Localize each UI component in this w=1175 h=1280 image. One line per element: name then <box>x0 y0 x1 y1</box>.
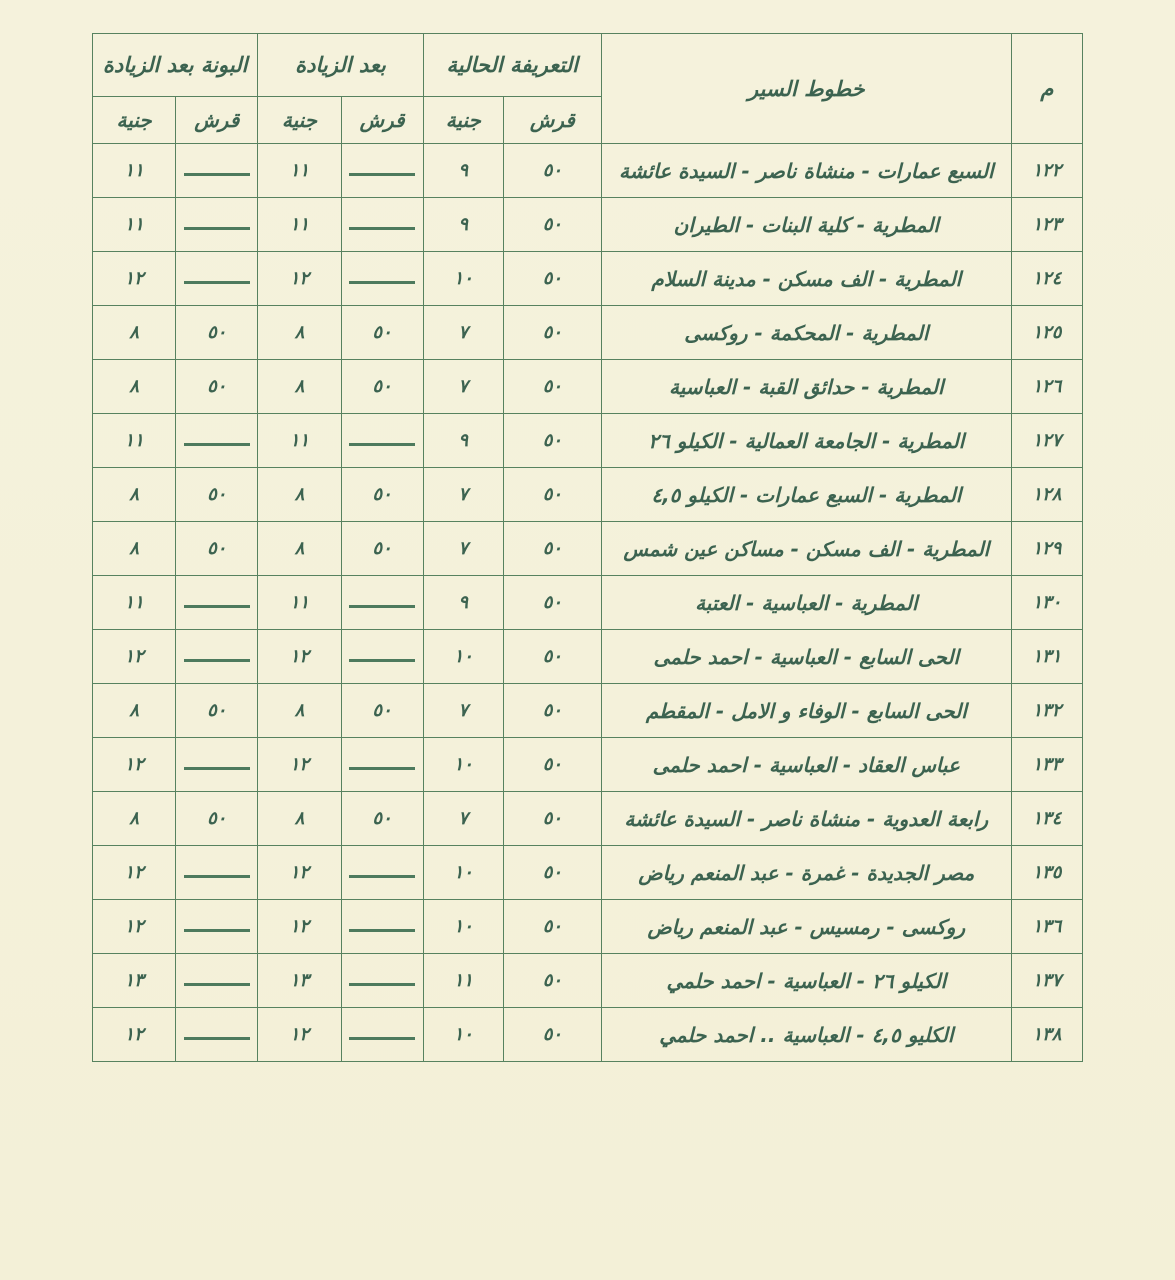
tariff-table-header <box>93 34 1083 144</box>
route-name-cell: السبع عمارات - منشاة ناصر - السيدة عائشة <box>601 144 1011 198</box>
route-name-cell: عباس العقاد - العباسية - احمد حلمى <box>601 738 1011 792</box>
route-name-cell: المطرية - الجامعة العمالية - الكيلو ٢٦ <box>601 414 1011 468</box>
coupon-qirsh-cell: ٥٠ <box>176 522 258 576</box>
after-geneh-cell: ١٢ <box>258 630 341 684</box>
coupon-geneh-cell: ٨ <box>93 468 176 522</box>
route-name-cell: الكليو ٤,٥ - العباسية .. احمد حلمي <box>601 1008 1011 1062</box>
route-number-cell: ١٣٢ <box>1011 684 1082 738</box>
dash-line <box>184 875 250 878</box>
after-qirsh-cell <box>341 576 423 630</box>
tariff-table-body <box>93 144 1083 1062</box>
table-row <box>93 1008 1083 1062</box>
current-geneh-cell: ٩ <box>423 414 503 468</box>
current-geneh-cell: ٧ <box>423 684 503 738</box>
dash-line <box>349 173 415 176</box>
coupon-geneh-cell: ١١ <box>93 414 176 468</box>
subheader-after-qirsh: قرش <box>341 97 423 144</box>
dash-line <box>349 281 415 284</box>
current-qirsh-cell: ٥٠ <box>503 306 601 360</box>
subheader-coupon-geneh: جنية <box>93 97 176 144</box>
route-number-cell: ١٣٦ <box>1011 900 1082 954</box>
current-qirsh-cell: ٥٠ <box>503 198 601 252</box>
subheader-after-geneh: جنية <box>258 97 341 144</box>
dash-line <box>184 605 250 608</box>
after-geneh-cell: ١٢ <box>258 252 341 306</box>
route-number-cell: ١٢٩ <box>1011 522 1082 576</box>
route-number-cell: ١٢٨ <box>1011 468 1082 522</box>
after-qirsh-cell <box>341 414 423 468</box>
tariff-table <box>92 33 1083 1062</box>
after-geneh-cell: ١١ <box>258 576 341 630</box>
after-geneh-cell: ١١ <box>258 144 341 198</box>
route-name-cell: روكسى - رمسيس - عبد المنعم رياض <box>601 900 1011 954</box>
dash-line <box>349 875 415 878</box>
route-name-cell: الحى السابع - الوفاء و الامل - المقطم <box>601 684 1011 738</box>
coupon-geneh-cell: ١٢ <box>93 252 176 306</box>
route-number-cell: ١٣٧ <box>1011 954 1082 1008</box>
after-qirsh-cell <box>341 900 423 954</box>
current-geneh-cell: ١٠ <box>423 252 503 306</box>
route-number-cell: ١٢٦ <box>1011 360 1082 414</box>
coupon-qirsh-cell <box>176 954 258 1008</box>
after-geneh-cell: ٨ <box>258 468 341 522</box>
coupon-geneh-cell: ٨ <box>93 684 176 738</box>
current-geneh-cell: ٧ <box>423 792 503 846</box>
route-number-cell: ١٢٥ <box>1011 306 1082 360</box>
dash-line <box>349 1037 415 1040</box>
coupon-geneh-cell: ١٣ <box>93 954 176 1008</box>
current-geneh-cell: ١٠ <box>423 846 503 900</box>
route-name-cell: المطرية - كلية البنات - الطيران <box>601 198 1011 252</box>
after-qirsh-cell <box>341 1008 423 1062</box>
column-group-coupon-after-increase: البونة بعد الزيادة <box>93 34 258 97</box>
table-row <box>93 198 1083 252</box>
after-geneh-cell: ١٢ <box>258 1008 341 1062</box>
coupon-qirsh-cell <box>176 846 258 900</box>
column-header-routes: خطوط السير <box>601 34 1011 144</box>
coupon-geneh-cell: ١٢ <box>93 846 176 900</box>
dash-line <box>184 767 250 770</box>
after-qirsh-cell: ٥٠ <box>341 306 423 360</box>
current-geneh-cell: ٧ <box>423 522 503 576</box>
subheader-coupon-qirsh: قرش <box>176 97 258 144</box>
after-geneh-cell: ١٢ <box>258 738 341 792</box>
dash-line <box>184 227 250 230</box>
coupon-geneh-cell: ١٢ <box>93 1008 176 1062</box>
coupon-geneh-cell: ١١ <box>93 198 176 252</box>
current-qirsh-cell: ٥٠ <box>503 468 601 522</box>
dash-line <box>184 1037 250 1040</box>
after-geneh-cell: ١١ <box>258 198 341 252</box>
route-name-cell: المطرية - المحكمة - روكسى <box>601 306 1011 360</box>
current-qirsh-cell: ٥٠ <box>503 792 601 846</box>
column-group-current-tariff: التعريفة الحالية <box>423 34 601 97</box>
coupon-qirsh-cell <box>176 900 258 954</box>
after-qirsh-cell <box>341 144 423 198</box>
current-qirsh-cell: ٥٠ <box>503 576 601 630</box>
current-qirsh-cell: ٥٠ <box>503 900 601 954</box>
coupon-geneh-cell: ٨ <box>93 360 176 414</box>
current-geneh-cell: ٩ <box>423 198 503 252</box>
after-qirsh-cell <box>341 252 423 306</box>
after-geneh-cell: ٨ <box>258 522 341 576</box>
table-row <box>93 846 1083 900</box>
coupon-geneh-cell: ١٢ <box>93 630 176 684</box>
route-name-cell: المطرية - العباسية - العتبة <box>601 576 1011 630</box>
after-qirsh-cell: ٥٠ <box>341 522 423 576</box>
route-name-cell: المطرية - السبع عمارات - الكيلو ٤,٥ <box>601 468 1011 522</box>
table-row <box>93 252 1083 306</box>
table-row <box>93 738 1083 792</box>
current-qirsh-cell: ٥٠ <box>503 630 601 684</box>
after-geneh-cell: ٨ <box>258 360 341 414</box>
dash-line <box>184 281 250 284</box>
table-row <box>93 684 1083 738</box>
after-geneh-cell: ٨ <box>258 684 341 738</box>
dash-line <box>349 929 415 932</box>
table-row <box>93 306 1083 360</box>
after-geneh-cell: ١٢ <box>258 900 341 954</box>
after-qirsh-cell: ٥٠ <box>341 468 423 522</box>
current-qirsh-cell: ٥٠ <box>503 846 601 900</box>
dash-line <box>184 443 250 446</box>
dash-line <box>349 443 415 446</box>
table-row <box>93 576 1083 630</box>
route-number-cell: ١٣٥ <box>1011 846 1082 900</box>
current-geneh-cell: ١١ <box>423 954 503 1008</box>
dash-line <box>184 659 250 662</box>
coupon-qirsh-cell: ٥٠ <box>176 792 258 846</box>
current-geneh-cell: ١٠ <box>423 900 503 954</box>
current-qirsh-cell: ٥٠ <box>503 144 601 198</box>
route-number-cell: ١٣٣ <box>1011 738 1082 792</box>
after-qirsh-cell: ٥٠ <box>341 792 423 846</box>
after-qirsh-cell <box>341 630 423 684</box>
column-header-number: م <box>1011 34 1082 144</box>
coupon-qirsh-cell <box>176 414 258 468</box>
current-qirsh-cell: ٥٠ <box>503 1008 601 1062</box>
table-row <box>93 954 1083 1008</box>
route-number-cell: ١٢٢ <box>1011 144 1082 198</box>
after-qirsh-cell: ٥٠ <box>341 684 423 738</box>
coupon-qirsh-cell <box>176 144 258 198</box>
dash-line <box>349 227 415 230</box>
coupon-qirsh-cell <box>176 630 258 684</box>
dash-line <box>184 983 250 986</box>
coupon-geneh-cell: ٨ <box>93 792 176 846</box>
coupon-geneh-cell: ١١ <box>93 576 176 630</box>
current-geneh-cell: ٧ <box>423 360 503 414</box>
table-row <box>93 792 1083 846</box>
coupon-qirsh-cell <box>176 1008 258 1062</box>
coupon-geneh-cell: ٨ <box>93 306 176 360</box>
route-number-cell: ١٣٤ <box>1011 792 1082 846</box>
current-qirsh-cell: ٥٠ <box>503 684 601 738</box>
current-geneh-cell: ١٠ <box>423 1008 503 1062</box>
current-geneh-cell: ١٠ <box>423 630 503 684</box>
after-qirsh-cell: ٥٠ <box>341 360 423 414</box>
after-geneh-cell: ١٣ <box>258 954 341 1008</box>
route-number-cell: ١٣٨ <box>1011 1008 1082 1062</box>
coupon-geneh-cell: ١٢ <box>93 900 176 954</box>
dash-line <box>349 605 415 608</box>
table-row <box>93 360 1083 414</box>
coupon-qirsh-cell <box>176 576 258 630</box>
current-geneh-cell: ١٠ <box>423 738 503 792</box>
after-geneh-cell: ٨ <box>258 306 341 360</box>
route-name-cell: رابعة العدوية - منشاة ناصر - السيدة عائشة <box>601 792 1011 846</box>
current-geneh-cell: ٧ <box>423 468 503 522</box>
current-qirsh-cell: ٥٠ <box>503 954 601 1008</box>
coupon-qirsh-cell: ٥٠ <box>176 306 258 360</box>
current-qirsh-cell: ٥٠ <box>503 522 601 576</box>
coupon-qirsh-cell <box>176 738 258 792</box>
table-row <box>93 414 1083 468</box>
current-qirsh-cell: ٥٠ <box>503 414 601 468</box>
table-row <box>93 468 1083 522</box>
route-name-cell: المطرية - الف مسكن - مساكن عين شمس <box>601 522 1011 576</box>
current-geneh-cell: ٩ <box>423 144 503 198</box>
after-qirsh-cell <box>341 954 423 1008</box>
coupon-qirsh-cell: ٥٠ <box>176 684 258 738</box>
current-qirsh-cell: ٥٠ <box>503 738 601 792</box>
dash-line <box>349 659 415 662</box>
coupon-geneh-cell: ١١ <box>93 144 176 198</box>
current-qirsh-cell: ٥٠ <box>503 252 601 306</box>
coupon-qirsh-cell <box>176 252 258 306</box>
table-row <box>93 630 1083 684</box>
current-qirsh-cell: ٥٠ <box>503 360 601 414</box>
after-qirsh-cell <box>341 738 423 792</box>
dash-line <box>184 929 250 932</box>
subheader-current-qirsh: قرش <box>503 97 601 144</box>
route-name-cell: مصر الجديدة - غمرة - عبد المنعم رياض <box>601 846 1011 900</box>
route-name-cell: الكيلو ٢٦ - العباسية - احمد حلمي <box>601 954 1011 1008</box>
route-number-cell: ١٣٠ <box>1011 576 1082 630</box>
coupon-geneh-cell: ١٢ <box>93 738 176 792</box>
table-row <box>93 900 1083 954</box>
table-row <box>93 144 1083 198</box>
coupon-qirsh-cell <box>176 198 258 252</box>
route-name-cell: الحى السابع - العباسية - احمد حلمى <box>601 630 1011 684</box>
route-number-cell: ١٢٤ <box>1011 252 1082 306</box>
coupon-qirsh-cell: ٥٠ <box>176 468 258 522</box>
column-group-after-increase: بعد الزيادة <box>258 34 423 97</box>
dash-line <box>349 983 415 986</box>
current-geneh-cell: ٩ <box>423 576 503 630</box>
route-number-cell: ١٢٣ <box>1011 198 1082 252</box>
route-name-cell: المطرية - الف مسكن - مدينة السلام <box>601 252 1011 306</box>
route-number-cell: ١٣١ <box>1011 630 1082 684</box>
subheader-current-geneh: جنية <box>423 97 503 144</box>
after-qirsh-cell <box>341 198 423 252</box>
after-geneh-cell: ١٢ <box>258 846 341 900</box>
route-number-cell: ١٢٧ <box>1011 414 1082 468</box>
table-row <box>93 522 1083 576</box>
dash-line <box>349 767 415 770</box>
dash-line <box>184 173 250 176</box>
current-geneh-cell: ٧ <box>423 306 503 360</box>
route-name-cell: المطرية - حدائق القبة - العباسية <box>601 360 1011 414</box>
after-qirsh-cell <box>341 846 423 900</box>
coupon-qirsh-cell: ٥٠ <box>176 360 258 414</box>
after-geneh-cell: ١١ <box>258 414 341 468</box>
after-geneh-cell: ٨ <box>258 792 341 846</box>
coupon-geneh-cell: ٨ <box>93 522 176 576</box>
